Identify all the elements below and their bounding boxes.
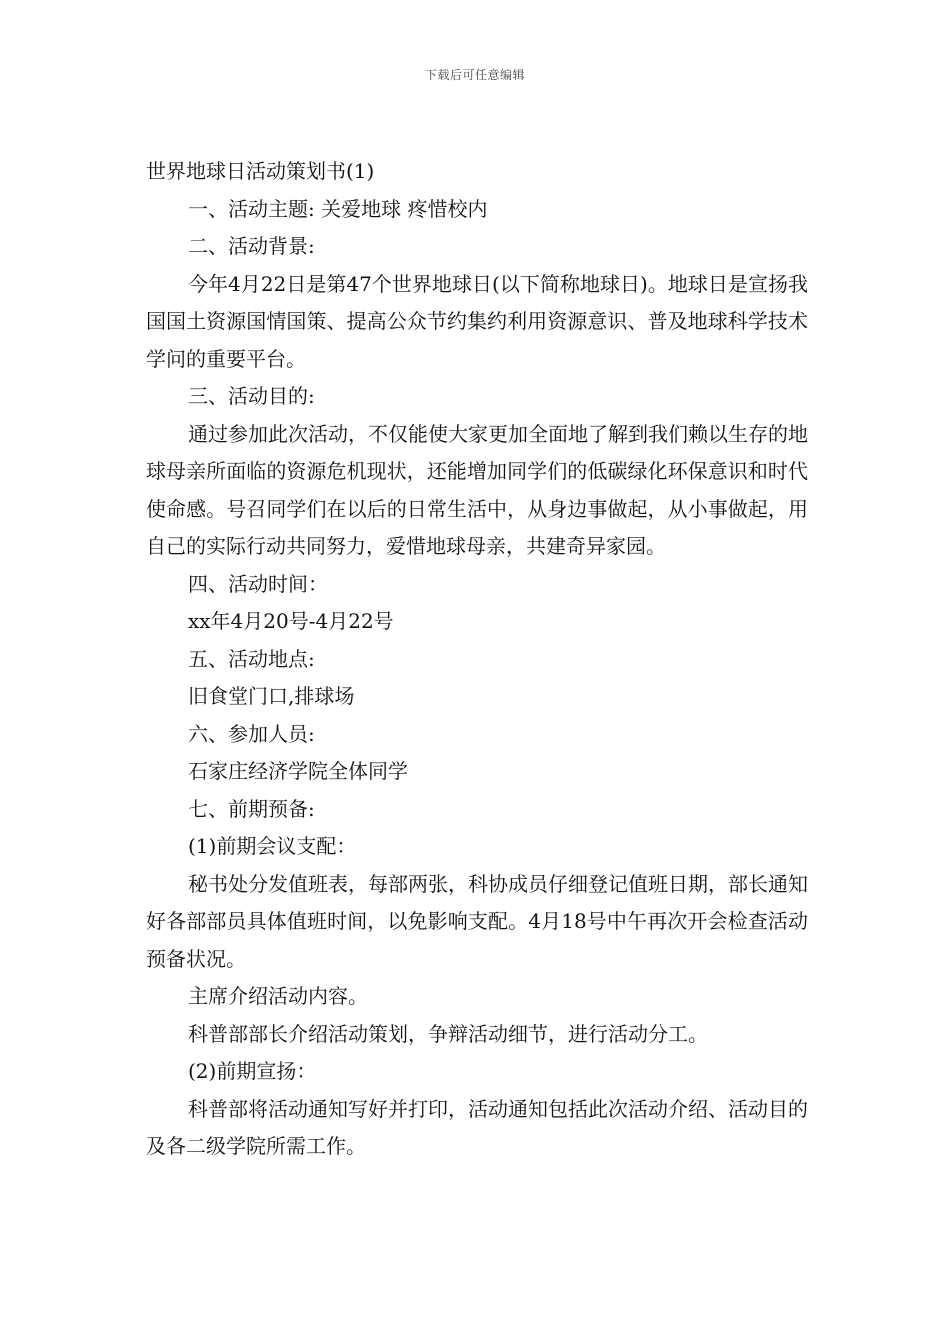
section-theme-heading: 一、活动主题: 关爱地球 疼惜校内 — [188, 196, 488, 221]
publicity-paragraph: 科普部将活动通知写好并打印，活动通知包括此次活动介绍、活动目的及各二级学院所需工作。 — [146, 1096, 808, 1158]
document-body — [146, 153, 808, 1166]
chair-paragraph: 主席介绍活动内容。 — [188, 984, 368, 1008]
science-dept-paragraph: 科普部部长介绍活动策划，争辩活动细节，进行活动分工。 — [188, 1021, 708, 1046]
section-preparation-heading: 七、前期预备: — [188, 796, 315, 821]
background-paragraph: 今年4月22日是第47个世界地球日(以下简称地球日)。地球日是宣扬我国国土资源国情国策、提高公众节约集约利用资源意识、普及地球科学技术学问的重要平台。 — [146, 271, 808, 371]
meeting-paragraph: 秘书处分发值班表，每部两张，科协成员仔细登记值班日期，部长通知好各部部员具体值班时间，以免影响支配。4月18号中午再次开会检查活动预备状况。 — [146, 871, 808, 971]
publicity-subheading: (2)前期宣扬： — [188, 1059, 317, 1083]
section-time-heading: 四、活动时间： — [188, 571, 328, 596]
section-background-heading: 二、活动背景: — [188, 234, 315, 258]
section-purpose-heading: 三、活动目的: — [188, 384, 315, 408]
time-value: xx年4月20号-4月22号 — [188, 609, 394, 633]
section-location-heading: 五、活动地点: — [188, 646, 315, 671]
meeting-subheading: (1)前期会议支配： — [188, 834, 357, 858]
purpose-paragraph: 通过参加此次活动，不仅能使大家更加全面地了解到我们赖以生存的地球母亲所面临的资源危机现状，还能增加同学们的低碳绿化环保意识和时代使命感。号召同学们在以后的日常生活中，从身边事做起，从小事做起，用自己的实际行动共同努力，爱惜地球母亲，共建奇异家园。 — [146, 421, 808, 558]
participants-value: 石家庄经济学院全体同学 — [188, 759, 408, 783]
location-value: 旧食堂门口,排球场 — [188, 684, 355, 708]
document-title: 世界地球日活动策划书(1) — [146, 159, 375, 183]
page-header-note: 下载后可任意编辑 — [424, 68, 525, 82]
section-participants-heading: 六、参加人员: — [188, 721, 315, 746]
